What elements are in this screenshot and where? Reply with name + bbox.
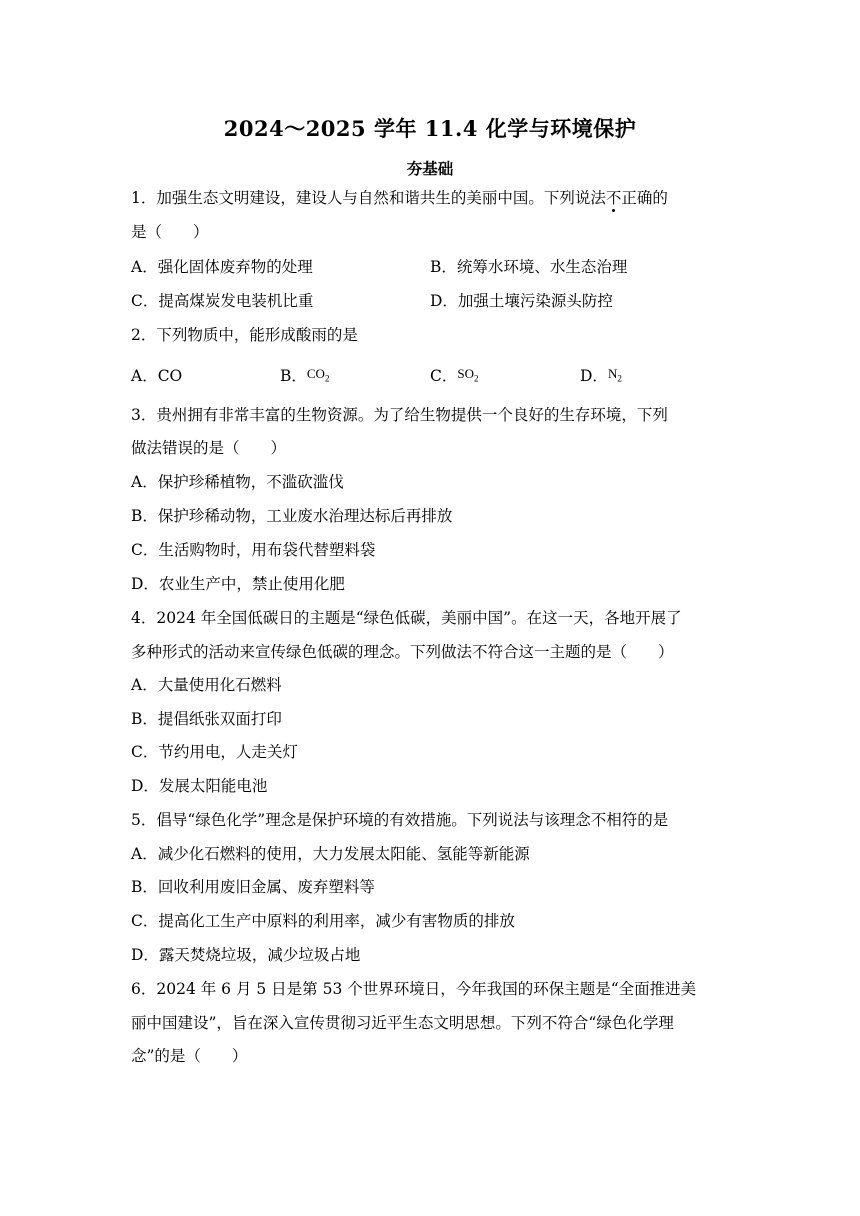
q4-option-d: D．发展太阳能电池 xyxy=(131,777,268,795)
q5-option-d: D．露天焚烧垃圾，减少垃圾占地 xyxy=(131,946,361,964)
q2-option-d-formula xyxy=(607,366,622,384)
q2-option-b-label: B． xyxy=(280,367,307,385)
q3-option-c: C．生活购物时，用布袋代替塑料袋 xyxy=(131,541,376,559)
q3-stem-line1: 3．贵州拥有非常丰富的生物资源。为了给生物提供一个良好的生存环境，下列 xyxy=(131,406,668,424)
q6-stem-line3: 念”的是（ ） xyxy=(131,1047,248,1065)
q3-stem-line2: 做法错误的是（ ） xyxy=(131,439,287,457)
q6-stem-line2: 丽中国建设”，旨在深入宣传贯彻习近平生态文明思想。下列不符合“绿色化学理 xyxy=(131,1014,674,1032)
q5-option-a: A．减少化石燃料的使用，大力发展太阳能、氢能等新能源 xyxy=(131,845,530,863)
q4-stem-line1: 4．2024 年全国低碳日的主题是“绿色低碳，美丽中国”。在这一天，各地开展了 xyxy=(131,609,682,627)
q6-stem-line1: 6．2024 年 6 月 5 日是第 53 个世界环境日，今年我国的环保主题是“全面推进美 xyxy=(131,980,697,998)
q2-option-c-formula-base: SO xyxy=(457,366,474,381)
q5-option-b: B．回收利用废旧金属、废弃塑料等 xyxy=(131,878,375,896)
q4-option-c: C．节约用电，人走关灯 xyxy=(131,743,298,761)
q2-option-b-formula-base: CO xyxy=(306,366,325,381)
q1-stem-text-a: 1．加强生态文明建设，建设人与自然和谐共生的美丽中国。下列说法 xyxy=(131,189,606,207)
q2-option-c xyxy=(430,366,479,392)
q2-option-d-formula-base: N xyxy=(607,366,618,381)
q5-option-c: C．提高化工生产中原料的利用率，减少有害物质的排放 xyxy=(131,912,515,930)
q2-option-d xyxy=(580,366,622,392)
q4-option-b: B．提倡纸张双面打印 xyxy=(131,710,282,728)
q1-stem-line1 xyxy=(131,188,668,208)
q2-option-d-formula-sub: 2 xyxy=(617,373,622,384)
q1-option-d: D．加强土壤污染源头防控 xyxy=(430,292,613,310)
q2-option-d-label: D． xyxy=(580,367,608,385)
q2-option-c-formula xyxy=(457,366,479,384)
q2-option-b-formula-sub: 2 xyxy=(324,373,330,384)
q4-option-a: A．大量使用化石燃料 xyxy=(131,676,282,694)
document-title: 2024～2025 学年 11.4 化学与环境保护 xyxy=(223,116,637,141)
q1-option-c: C．提高煤炭发电装机比重 xyxy=(131,292,314,310)
q1-emphasis-word: 不 xyxy=(605,189,622,207)
q3-option-d: D．农业生产中，禁止使用化肥 xyxy=(131,575,345,593)
q1-option-b: B．统筹水环境、水生态治理 xyxy=(430,258,628,276)
q2-stem: 2．下列物质中，能形成酸雨的是 xyxy=(131,326,358,344)
q2-option-c-label: C． xyxy=(430,367,458,385)
q5-stem: 5．倡导“绿色化学”理念是保护环境的有效措施。下列说法与该理念不相符的是 xyxy=(131,811,669,829)
q1-stem-text-b: 正确的 xyxy=(621,189,668,207)
q2-option-c-formula-sub: 2 xyxy=(474,373,479,384)
q4-stem-line2: 多种形式的活动来宣传绿色低碳的理念。下列做法不符合这一主题的是（ ） xyxy=(131,643,674,661)
q3-option-b: B．保护珍稀动物，工业废水治理达标后再排放 xyxy=(131,507,453,525)
q1-option-a: A．强化固体废弃物的处理 xyxy=(131,258,313,276)
q2-option-b-formula xyxy=(306,366,330,384)
q2-option-b xyxy=(280,366,329,392)
q3-option-a: A．保护珍稀植物，不滥砍滥伐 xyxy=(131,473,344,491)
section-heading: 夯基础 xyxy=(406,159,454,178)
q1-stem-line2: 是（ ） xyxy=(131,223,209,241)
q2-option-a: A．CO xyxy=(131,367,183,385)
